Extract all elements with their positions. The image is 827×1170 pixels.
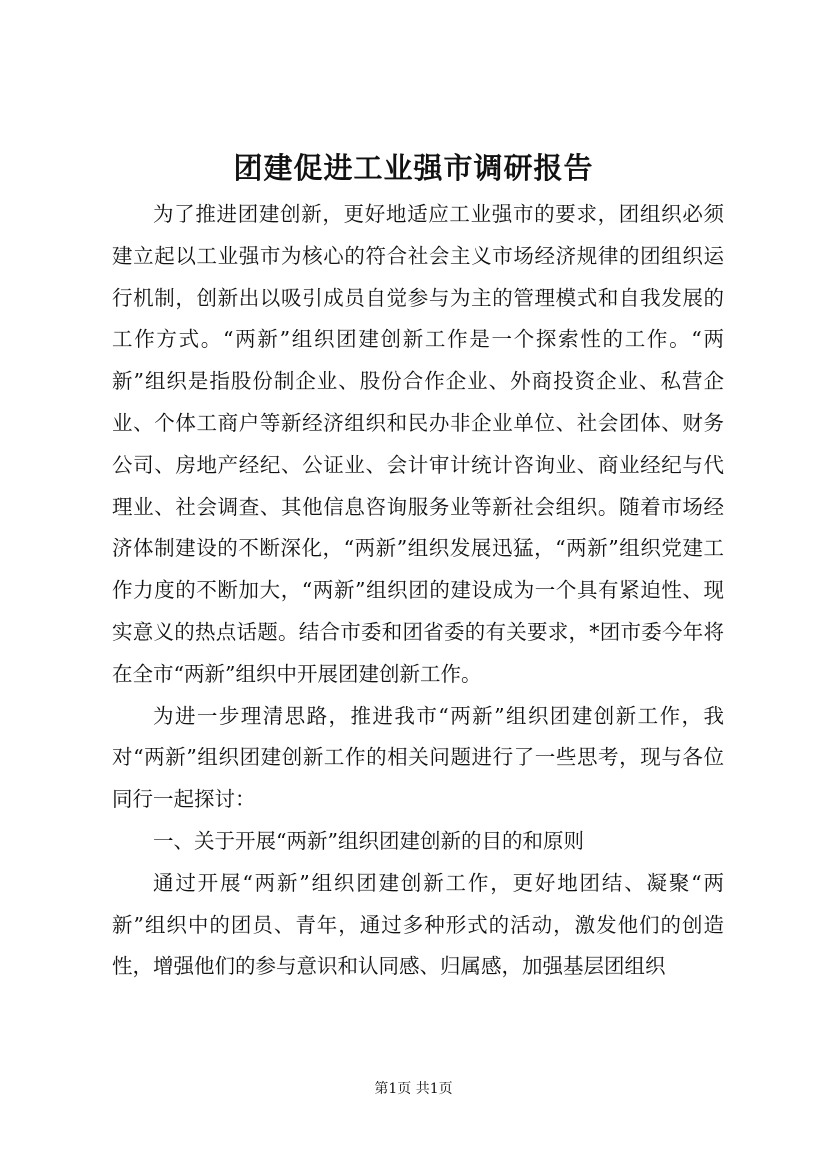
document-body xyxy=(112,194,724,988)
paragraph-thinking: 为进一步理清思路，推进我市“两新”组织团建创新工作，我对“两新”组织团建创新工作的相关问题进行了一些思考，现与各位同行一起探讨： xyxy=(112,703,724,812)
document-title: 团建促进工业强市调研报告 xyxy=(233,151,594,185)
section-heading-1: 一、关于开展“两新”组织团建创新的目的和原则 xyxy=(153,828,584,853)
paragraph-purpose: 通过开展“两新”组织团建创新工作，更好地团结、凝聚“两新”组织中的团员、青年，通过多种形式的活动，激发他们的创造性，增强他们的参与意识和认同感、归属感，加强基层团组织 xyxy=(112,870,724,979)
paragraph-intro: 为了推进团建创新，更好地适应工业强市的要求，团组织必须建立起以工业强市为核心的符合社会主义市场经济规律的团组织运行机制，创新出以吸引成员自觉参与为主的管理模式和自我发展的工作方式。“两新”组织团建创新工作是一个探索性的工作。“两新”组织是指股份制企业、股份合作企业、外商投资企业、私营企业、个体工商户等新经济组织和民办非企业单位、社会团体、财务公司、房地产经纪、公证业、会计审计统计咨询业、商业经纪与代理业、社会调查、其他信息咨询服务业等新社会组织。随着市场经济体制建设的不断深化，“两新”组织发展迅猛，“两新”组织党建工作力度的不断加大，“两新”组织团的建设成为一个具有紧迫性、现实意义的热点话题。结合市委和团省委的有关要求，*团市委今年将在全市“两新”组织中开展团建创新工作。 xyxy=(112,202,724,686)
page-number: 第1页 共1页 xyxy=(374,1081,453,1097)
